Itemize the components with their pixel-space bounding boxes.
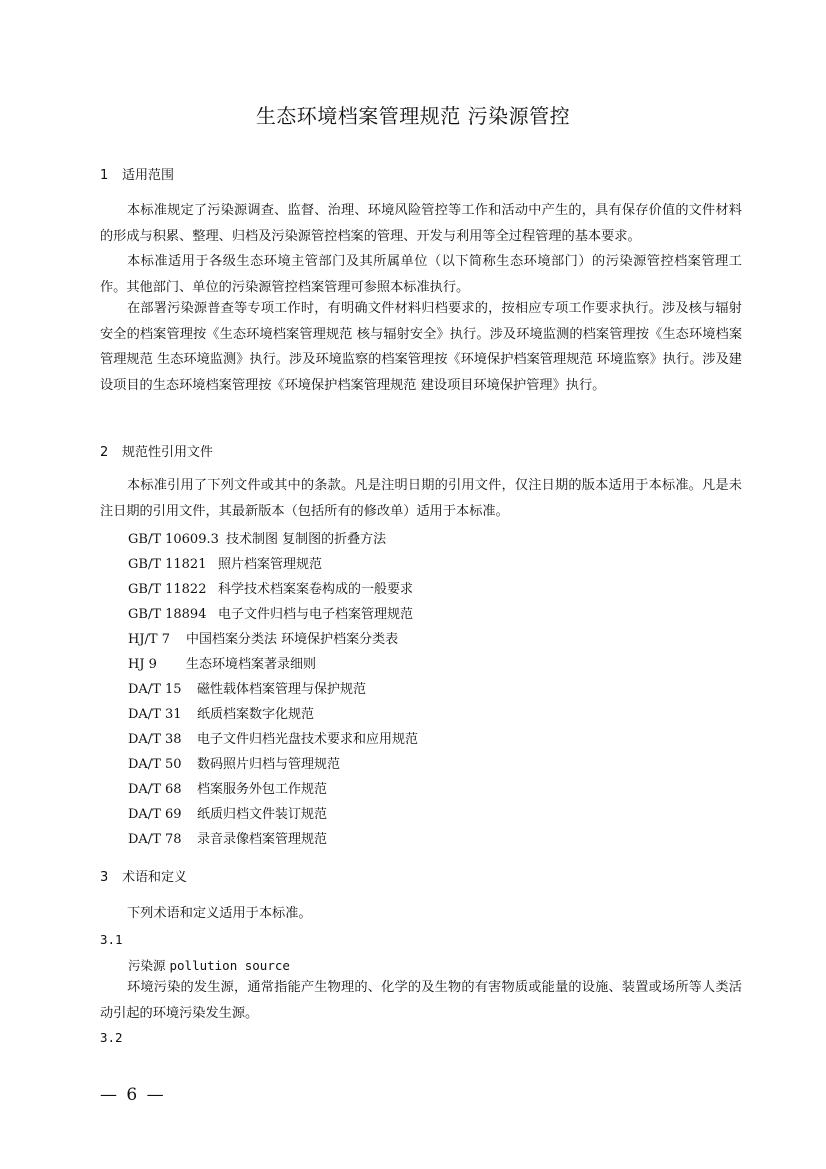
reference-code: GB/T 11821 — [128, 557, 207, 572]
reference-item — [128, 828, 327, 847]
reference-title: 电子文件归档光盘技术要求和应用规范 — [197, 732, 419, 747]
reference-item — [128, 728, 418, 747]
section-title: 适用范围 — [122, 168, 175, 183]
reference-code: GB/T 11822 — [128, 582, 207, 597]
section-heading-references — [100, 441, 213, 460]
reference-code: DA/T 31 — [128, 707, 182, 722]
clause-number-3-2: 3.2 — [100, 1030, 123, 1045]
section-number: 2 — [100, 445, 109, 460]
reference-code: GB/T 10609.3 — [128, 532, 219, 547]
term-3-1 — [128, 956, 290, 974]
term-zh: 污染源 — [128, 958, 166, 973]
reference-item — [128, 778, 327, 797]
section-number: 3 — [100, 870, 109, 885]
term-en: pollution source — [169, 958, 290, 973]
reference-item — [128, 703, 314, 722]
paragraph-references-intro: 本标准引用了下列文件或其中的条款。凡是注明日期的引用文件，仅注日期的版本适用于本标准。凡是未注日期的引用文件，其最新版本（包括所有的修改单）适用于本标准。 — [100, 478, 742, 519]
section-heading-scope — [100, 164, 174, 183]
paragraph-scope-2: 本标准适用于各级生态环境主管部门及其所属单位（以下简称生态环境部门）的污染源管控档案管理工作。其他部门、单位的污染源管控档案管理可参照本标准执行。 — [100, 254, 742, 295]
reference-code: DA/T 38 — [128, 732, 182, 747]
paragraph-term-definition: 环境污染的发生源，通常指能产生物理的、化学的及生物的有害物质或能量的设施、装置或场所等人类活动引起的环境污染发生源。 — [100, 980, 742, 1021]
reference-title: 纸质归档文件装订规范 — [197, 807, 328, 822]
reference-code: DA/T 69 — [128, 807, 182, 822]
page-number: — 6 — — [100, 1085, 166, 1105]
reference-item — [128, 678, 366, 697]
reference-code: DA/T 15 — [128, 682, 182, 697]
reference-title: 中国档案分类法 环境保护档案分类表 — [186, 632, 399, 647]
document-title: 生态环境档案管理规范 污染源管控 — [255, 104, 571, 128]
reference-item — [128, 553, 322, 572]
section-title: 术语和定义 — [122, 870, 188, 885]
reference-code: HJ 9 — [128, 657, 157, 672]
section-heading-terms — [100, 866, 187, 885]
section-number: 1 — [100, 168, 109, 183]
reference-title: 录音录像档案管理规范 — [197, 832, 328, 847]
reference-code: DA/T 78 — [128, 832, 182, 847]
reference-item — [128, 528, 386, 547]
clause-number-3-1: 3.1 — [100, 932, 123, 947]
reference-item — [128, 603, 413, 622]
reference-code: DA/T 68 — [128, 782, 182, 797]
reference-title: 电子文件归档与电子档案管理规范 — [218, 607, 414, 622]
reference-code: GB/T 18894 — [128, 607, 207, 622]
reference-item — [128, 753, 340, 772]
reference-item — [128, 653, 316, 672]
reference-item — [128, 578, 413, 597]
reference-code: DA/T 50 — [128, 757, 182, 772]
paragraph-scope-1: 本标准规定了污染源调查、监督、治理、环境风险管控等工作和活动中产生的，具有保存价值的文件材料的形成与积累、整理、归档及污染源管控档案的管理、开发与利用等全过程管理的基本要求。 — [100, 203, 742, 244]
reference-code: HJ/T 7 — [128, 632, 171, 647]
paragraph-scope-3: 在部署污染源普查等专项工作时，有明确文件材料归档要求的，按相应专项工作要求执行。涉及核与辐射安全的档案管理按《生态环境档案管理规范 核与辐射安全》执行。涉及环境监测的档案管理按《生态环境档案管理规范 生态环境监测》执行。涉及环境监察的档案管理按《环境保护档案管理规范 环境监察》执行。涉及建设项目的生态环境档案管理按《环境保护档案管理规范 建设项目环境保护管理》执行。 — [100, 301, 742, 393]
reference-title: 纸质档案数字化规范 — [197, 707, 315, 722]
reference-title: 数码照片归档与管理规范 — [197, 757, 341, 772]
reference-title: 科学技术档案案卷构成的一般要求 — [218, 582, 414, 597]
reference-title: 生态环境档案著录细则 — [186, 657, 317, 672]
reference-title: 档案服务外包工作规范 — [197, 782, 328, 797]
reference-item — [128, 628, 398, 647]
reference-title: 磁性载体档案管理与保护规范 — [197, 682, 367, 697]
section-title: 规范性引用文件 — [122, 445, 214, 460]
paragraph-terms-intro: 下列术语和定义适用于本标准。 — [127, 906, 312, 921]
reference-item — [128, 803, 327, 822]
reference-title: 照片档案管理规范 — [218, 557, 323, 572]
reference-title: 技术制图 复制图的折叠方法 — [226, 532, 387, 547]
